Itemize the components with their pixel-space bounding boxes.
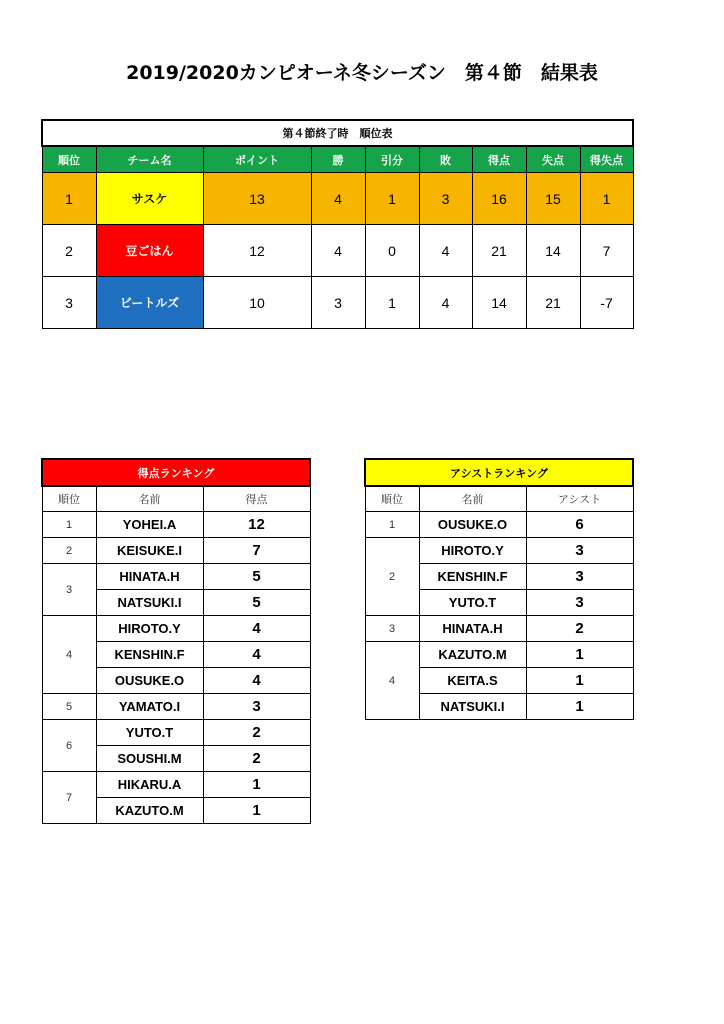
goal-diff-cell: 1: [580, 173, 633, 225]
draw-cell: 1: [365, 277, 419, 329]
rank-cell: 1: [365, 512, 419, 538]
player-name: KAZUTO.M: [419, 642, 526, 668]
player-name: OUSUKE.O: [419, 512, 526, 538]
player-name: YUTO.T: [96, 720, 203, 746]
player-name: HINATA.H: [419, 616, 526, 642]
table-row: [42, 616, 310, 642]
header-goals: 得点: [203, 486, 310, 512]
header-rank: 順位: [42, 486, 96, 512]
scorers-ranking-table: [41, 458, 311, 824]
assist-count: 6: [526, 512, 633, 538]
table-row: [42, 564, 310, 590]
header-rank: 順位: [42, 146, 96, 173]
table-row: [365, 616, 633, 642]
goal-count: 4: [203, 642, 310, 668]
goal-count: 12: [203, 512, 310, 538]
team-name: サスケ: [96, 173, 203, 225]
win-cell: 4: [311, 225, 365, 277]
player-name: SOUSHI.M: [96, 746, 203, 772]
player-name: YOHEI.A: [96, 512, 203, 538]
goal-count: 4: [203, 668, 310, 694]
player-name: KEITA.S: [419, 668, 526, 694]
rank-cell: 2: [365, 538, 419, 616]
standings-table: [41, 119, 634, 329]
win-cell: 4: [311, 173, 365, 225]
loss-cell: 4: [419, 277, 472, 329]
header-goals-against: 失点: [526, 146, 580, 173]
goal-count: 5: [203, 590, 310, 616]
goals-for-cell: 21: [472, 225, 526, 277]
goal-diff-cell: -7: [580, 277, 633, 329]
rank-cell: 3: [365, 616, 419, 642]
table-row: [42, 538, 310, 564]
header-goal-diff: 得失点: [580, 146, 633, 173]
goals-against-cell: 14: [526, 225, 580, 277]
table-row: [365, 538, 633, 564]
rank-cell: 1: [42, 173, 96, 225]
player-name: NATSUKI.I: [419, 694, 526, 720]
player-name: HIKARU.A: [96, 772, 203, 798]
player-name: HIROTO.Y: [419, 538, 526, 564]
player-name: KAZUTO.M: [96, 798, 203, 824]
goals-against-cell: 21: [526, 277, 580, 329]
page-title: 2019/2020カンピオーネ冬シーズン 第４節 結果表: [126, 62, 598, 84]
player-name: HIROTO.Y: [96, 616, 203, 642]
assist-count: 1: [526, 668, 633, 694]
player-name: HINATA.H: [96, 564, 203, 590]
goal-count: 5: [203, 564, 310, 590]
rank-cell: 2: [42, 538, 96, 564]
draw-cell: 0: [365, 225, 419, 277]
header-loss: 敗: [419, 146, 472, 173]
rank-cell: 5: [42, 694, 96, 720]
loss-cell: 3: [419, 173, 472, 225]
goal-count: 2: [203, 720, 310, 746]
header-goals-for: 得点: [472, 146, 526, 173]
goal-count: 3: [203, 694, 310, 720]
draw-cell: 1: [365, 173, 419, 225]
header-name: 名前: [419, 486, 526, 512]
header-assists: アシスト: [526, 486, 633, 512]
goals-against-cell: 15: [526, 173, 580, 225]
header-draw: 引分: [365, 146, 419, 173]
player-name: NATSUKI.I: [96, 590, 203, 616]
header-points: ポイント: [203, 146, 311, 173]
table-row: [42, 772, 310, 798]
goals-for-cell: 14: [472, 277, 526, 329]
assist-count: 3: [526, 590, 633, 616]
player-name: YAMATO.I: [96, 694, 203, 720]
goal-count: 1: [203, 772, 310, 798]
table-row: [42, 277, 633, 329]
assists-ranking-table: [364, 458, 634, 720]
goal-count: 7: [203, 538, 310, 564]
rank-cell: 3: [42, 277, 96, 329]
player-name: KENSHIN.F: [96, 642, 203, 668]
table-row: [42, 512, 310, 538]
table-row: [42, 694, 310, 720]
scorers-caption: 得点ランキング: [42, 459, 310, 486]
points-cell: 10: [203, 277, 311, 329]
assists-caption: アシストランキング: [365, 459, 633, 486]
points-cell: 13: [203, 173, 311, 225]
goal-count: 1: [203, 798, 310, 824]
rank-cell: 7: [42, 772, 96, 824]
standings-caption: 第４節終了時 順位表: [42, 120, 633, 146]
table-row: [42, 225, 633, 277]
goal-count: 4: [203, 616, 310, 642]
win-cell: 3: [311, 277, 365, 329]
rank-cell: 4: [365, 642, 419, 720]
rank-cell: 3: [42, 564, 96, 616]
rank-cell: 6: [42, 720, 96, 772]
table-row: [365, 642, 633, 668]
rank-cell: 4: [42, 616, 96, 694]
table-row: [42, 173, 633, 225]
loss-cell: 4: [419, 225, 472, 277]
points-cell: 12: [203, 225, 311, 277]
standings-header-row: [42, 146, 633, 173]
assist-count: 1: [526, 642, 633, 668]
header-name: 名前: [96, 486, 203, 512]
player-name: YUTO.T: [419, 590, 526, 616]
goal-diff-cell: 7: [580, 225, 633, 277]
rank-cell: 1: [42, 512, 96, 538]
assist-count: 3: [526, 538, 633, 564]
team-name: ビートルズ: [96, 277, 203, 329]
assist-count: 3: [526, 564, 633, 590]
team-name: 豆ごはん: [96, 225, 203, 277]
goal-count: 2: [203, 746, 310, 772]
header-team: チーム名: [96, 146, 203, 173]
rank-cell: 2: [42, 225, 96, 277]
table-row: [365, 512, 633, 538]
player-name: KEISUKE.I: [96, 538, 203, 564]
player-name: KENSHIN.F: [419, 564, 526, 590]
assist-count: 1: [526, 694, 633, 720]
header-rank: 順位: [365, 486, 419, 512]
goals-for-cell: 16: [472, 173, 526, 225]
header-win: 勝: [311, 146, 365, 173]
player-name: OUSUKE.O: [96, 668, 203, 694]
table-row: [42, 720, 310, 746]
assist-count: 2: [526, 616, 633, 642]
